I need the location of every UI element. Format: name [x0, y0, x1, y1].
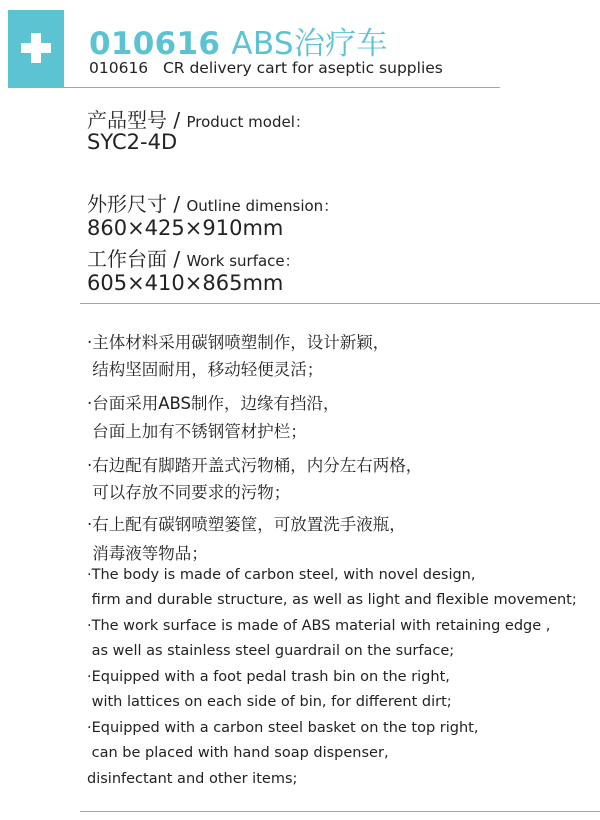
- feature-zh-line: 可以存放不同要求的污物；: [87, 483, 291, 502]
- outline-label-en: Outline dimension：: [186, 197, 339, 215]
- model-label-zh: 产品型号 /: [87, 108, 187, 132]
- feature-zh-line: ·右上配有碳钢喷塑篓筐，可放置洗手液瓶，: [87, 515, 406, 534]
- product-title: [89, 18, 388, 63]
- footer-divider: [80, 811, 600, 812]
- product-code: 010616: [89, 26, 221, 62]
- feature-zh-line: ·台面采用ABS制作，边缘有挡沿，: [87, 394, 340, 413]
- feature-en-line: can be placed with hand soap dispenser,: [87, 745, 389, 761]
- work-surface-label-zh: 工作台面 /: [87, 247, 187, 271]
- feature-en-line: firm and durable structure, as well as light and flexible movement;: [87, 592, 577, 608]
- work-surface-value: 605×410×865mm: [87, 271, 284, 295]
- feature-en-line: as well as stainless steel guardrail on the surface;: [87, 643, 455, 659]
- feature-en-line: ·The work surface is made of ABS material with retaining edge ,: [87, 618, 551, 634]
- plus-icon-vertical: [31, 33, 41, 63]
- plus-icon-box: [8, 10, 64, 87]
- product-subtitle: 010616 CR delivery cart for aseptic supplies: [89, 59, 443, 77]
- feature-zh-line: 台面上加有不锈钢管材护栏；: [87, 422, 307, 441]
- feature-zh-line: 消毒液等物品；: [87, 544, 208, 563]
- product-name-zh: ABS治疗车: [231, 26, 388, 62]
- feature-en-line: ·Equipped with a carbon steel basket on the top right,: [87, 720, 479, 736]
- feature-zh-line: 结构坚固耐用，移动轻便灵活；: [87, 360, 324, 379]
- model-label: [87, 104, 310, 133]
- model-value: SYC2-4D: [87, 130, 178, 154]
- work-surface-label: [87, 243, 300, 272]
- header-divider: [8, 87, 500, 88]
- feature-en-line: ·The body is made of carbon steel, with novel design,: [87, 567, 476, 583]
- feature-zh-line: ·右边配有脚踏开盖式污物桶，内分左右两格，: [87, 456, 423, 475]
- outline-value: 860×425×910mm: [87, 216, 284, 240]
- outline-label-zh: 外形尺寸 /: [87, 192, 187, 216]
- outline-label: [87, 188, 338, 217]
- model-label-en: Product model：: [186, 113, 310, 131]
- work-surface-label-en: Work surface：: [186, 252, 300, 270]
- feature-en-line: ·Equipped with a foot pedal trash bin on the right,: [87, 669, 450, 685]
- feature-zh-line: ·主体材料采用碳钢喷塑制作，设计新颖，: [87, 333, 390, 352]
- feature-en-line: disinfectant and other items;: [87, 771, 298, 787]
- specs-divider: [80, 303, 600, 304]
- feature-en-line: with lattices on each side of bin, for different dirt;: [87, 694, 452, 710]
